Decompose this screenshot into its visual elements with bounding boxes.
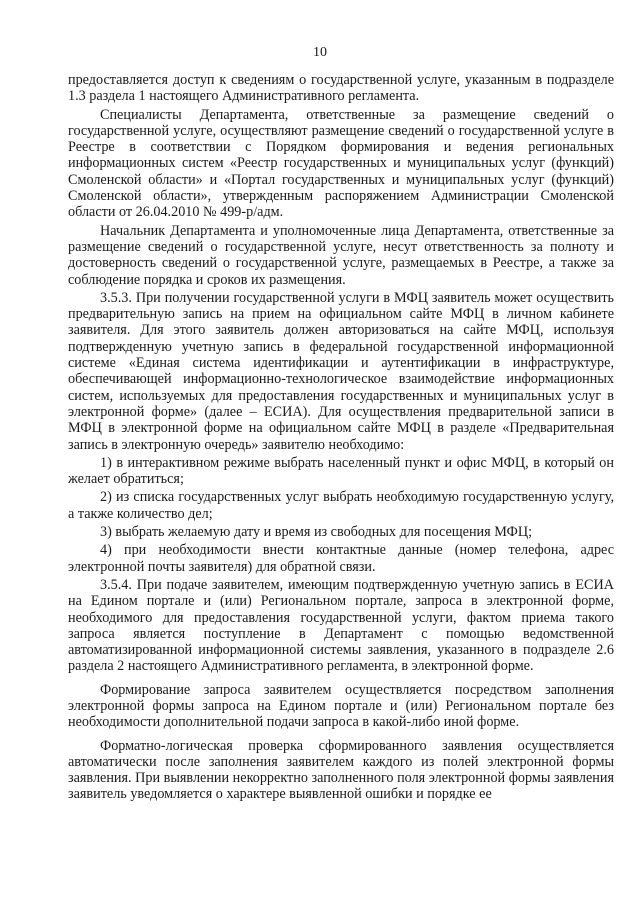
list-item-1: 1) в интерактивном режиме выбрать населенный пункт и офис МФЦ, в который он желает обратиться; — [68, 454, 614, 488]
list-item-4: 4) при необходимости внести контактные данные (номер телефона, адрес электронной почты заявителя) для обратной связи. — [68, 542, 614, 575]
paragraph-3-5-3: 3.5.3. При получении государственной услуги в МФЦ заявитель может осуществить предварительную запись на прием на официальном сайте МФЦ в личном кабинете заявителя. Для этого заявитель должен авторизоваться на сайте МФЦ, используя подтвержденную учетную запись в федеральной государственной информационной системе «Единая система идентификации и аутентификации в инфраструктуре, обеспечивающей информационно-технологическое взаимодействие информационных систем, используемых для предоставления государственных и муниципальных услуг в электронной форме» (далее – ЕСИА). Для осуществления предварительной записи в МФЦ в электронной форме на официальном сайте МФЦ в разделе «Предварительная запись в электронную очередь» заявителю необходимо: — [68, 289, 614, 453]
paragraph-responsibility: Начальник Департамента и уполномоченные лица Департамента, ответственные за размещение сведений о государственной услуге, несут ответственность за полноту и достоверность сведений о государственной услуге, размещаемых в Реестре, а также за соблюдение порядка и сроков их размещения. — [68, 222, 614, 288]
paragraph-specialists: Специалисты Департамента, ответственные за размещение сведений о государственной услуге, осуществляют размещение сведений о государственной услуге в Реестре в соответствии с Порядком формирования и ведения региональных информационных систем «Реестр государственных и муниципальных услуг (функций) Смоленской области» и «Портал государственных и муниципальных услуг (функций) Смоленской области», утвержденным распоряжением Администрации Смоленской области от 26.04.2010 № 499-р/адм. — [68, 106, 614, 221]
list-item-3: 3) выбрать желаемую дату и время из свободных для посещения МФЦ; — [100, 524, 533, 541]
paragraph-request-formation: Формирование запроса заявителем осуществляется посредством заполнения электронной формы запроса на Едином портале и (или) Региональном портале без необходимости дополнительной подачи запроса в какой-либо иной форме. — [68, 681, 614, 731]
paragraph-continuation: предоставляется доступ к сведениям о государственной услуге, указанным в подразделе 1.3 раздела 1 настоящего Административного регламента. — [68, 72, 614, 105]
paragraph-3-5-4: 3.5.4. При подаче заявителем, имеющим подтвержденную учетную запись в ЕСИА на Едином портале и (или) Региональном портале, запроса в электронной форме, необходимого для предоставления государственной услуги, фактом приема такого запроса является поступление в Департамент с помощью ведомственной автоматизированной информационной системы заявления, указанного в подразделе 2.6 раздела 2 настоящего Административного регламента, в электронной форме. — [68, 576, 614, 675]
list-item-2: 2) из списка государственных услуг выбрать необходимую государственную услугу, а также количество дел; — [68, 489, 614, 522]
document-body — [68, 72, 614, 805]
paragraph-format-check: Форматно-логическая проверка сформированного заявления осуществляется автоматически после заполнения заявителем каждого из полей электронной формы заявления. При выявлении некорректно заполненного поля электронной формы заявления заявитель уведомляется о характере выявленной ошибки и порядке ее — [68, 737, 614, 803]
page-number: 10 — [313, 45, 327, 60]
